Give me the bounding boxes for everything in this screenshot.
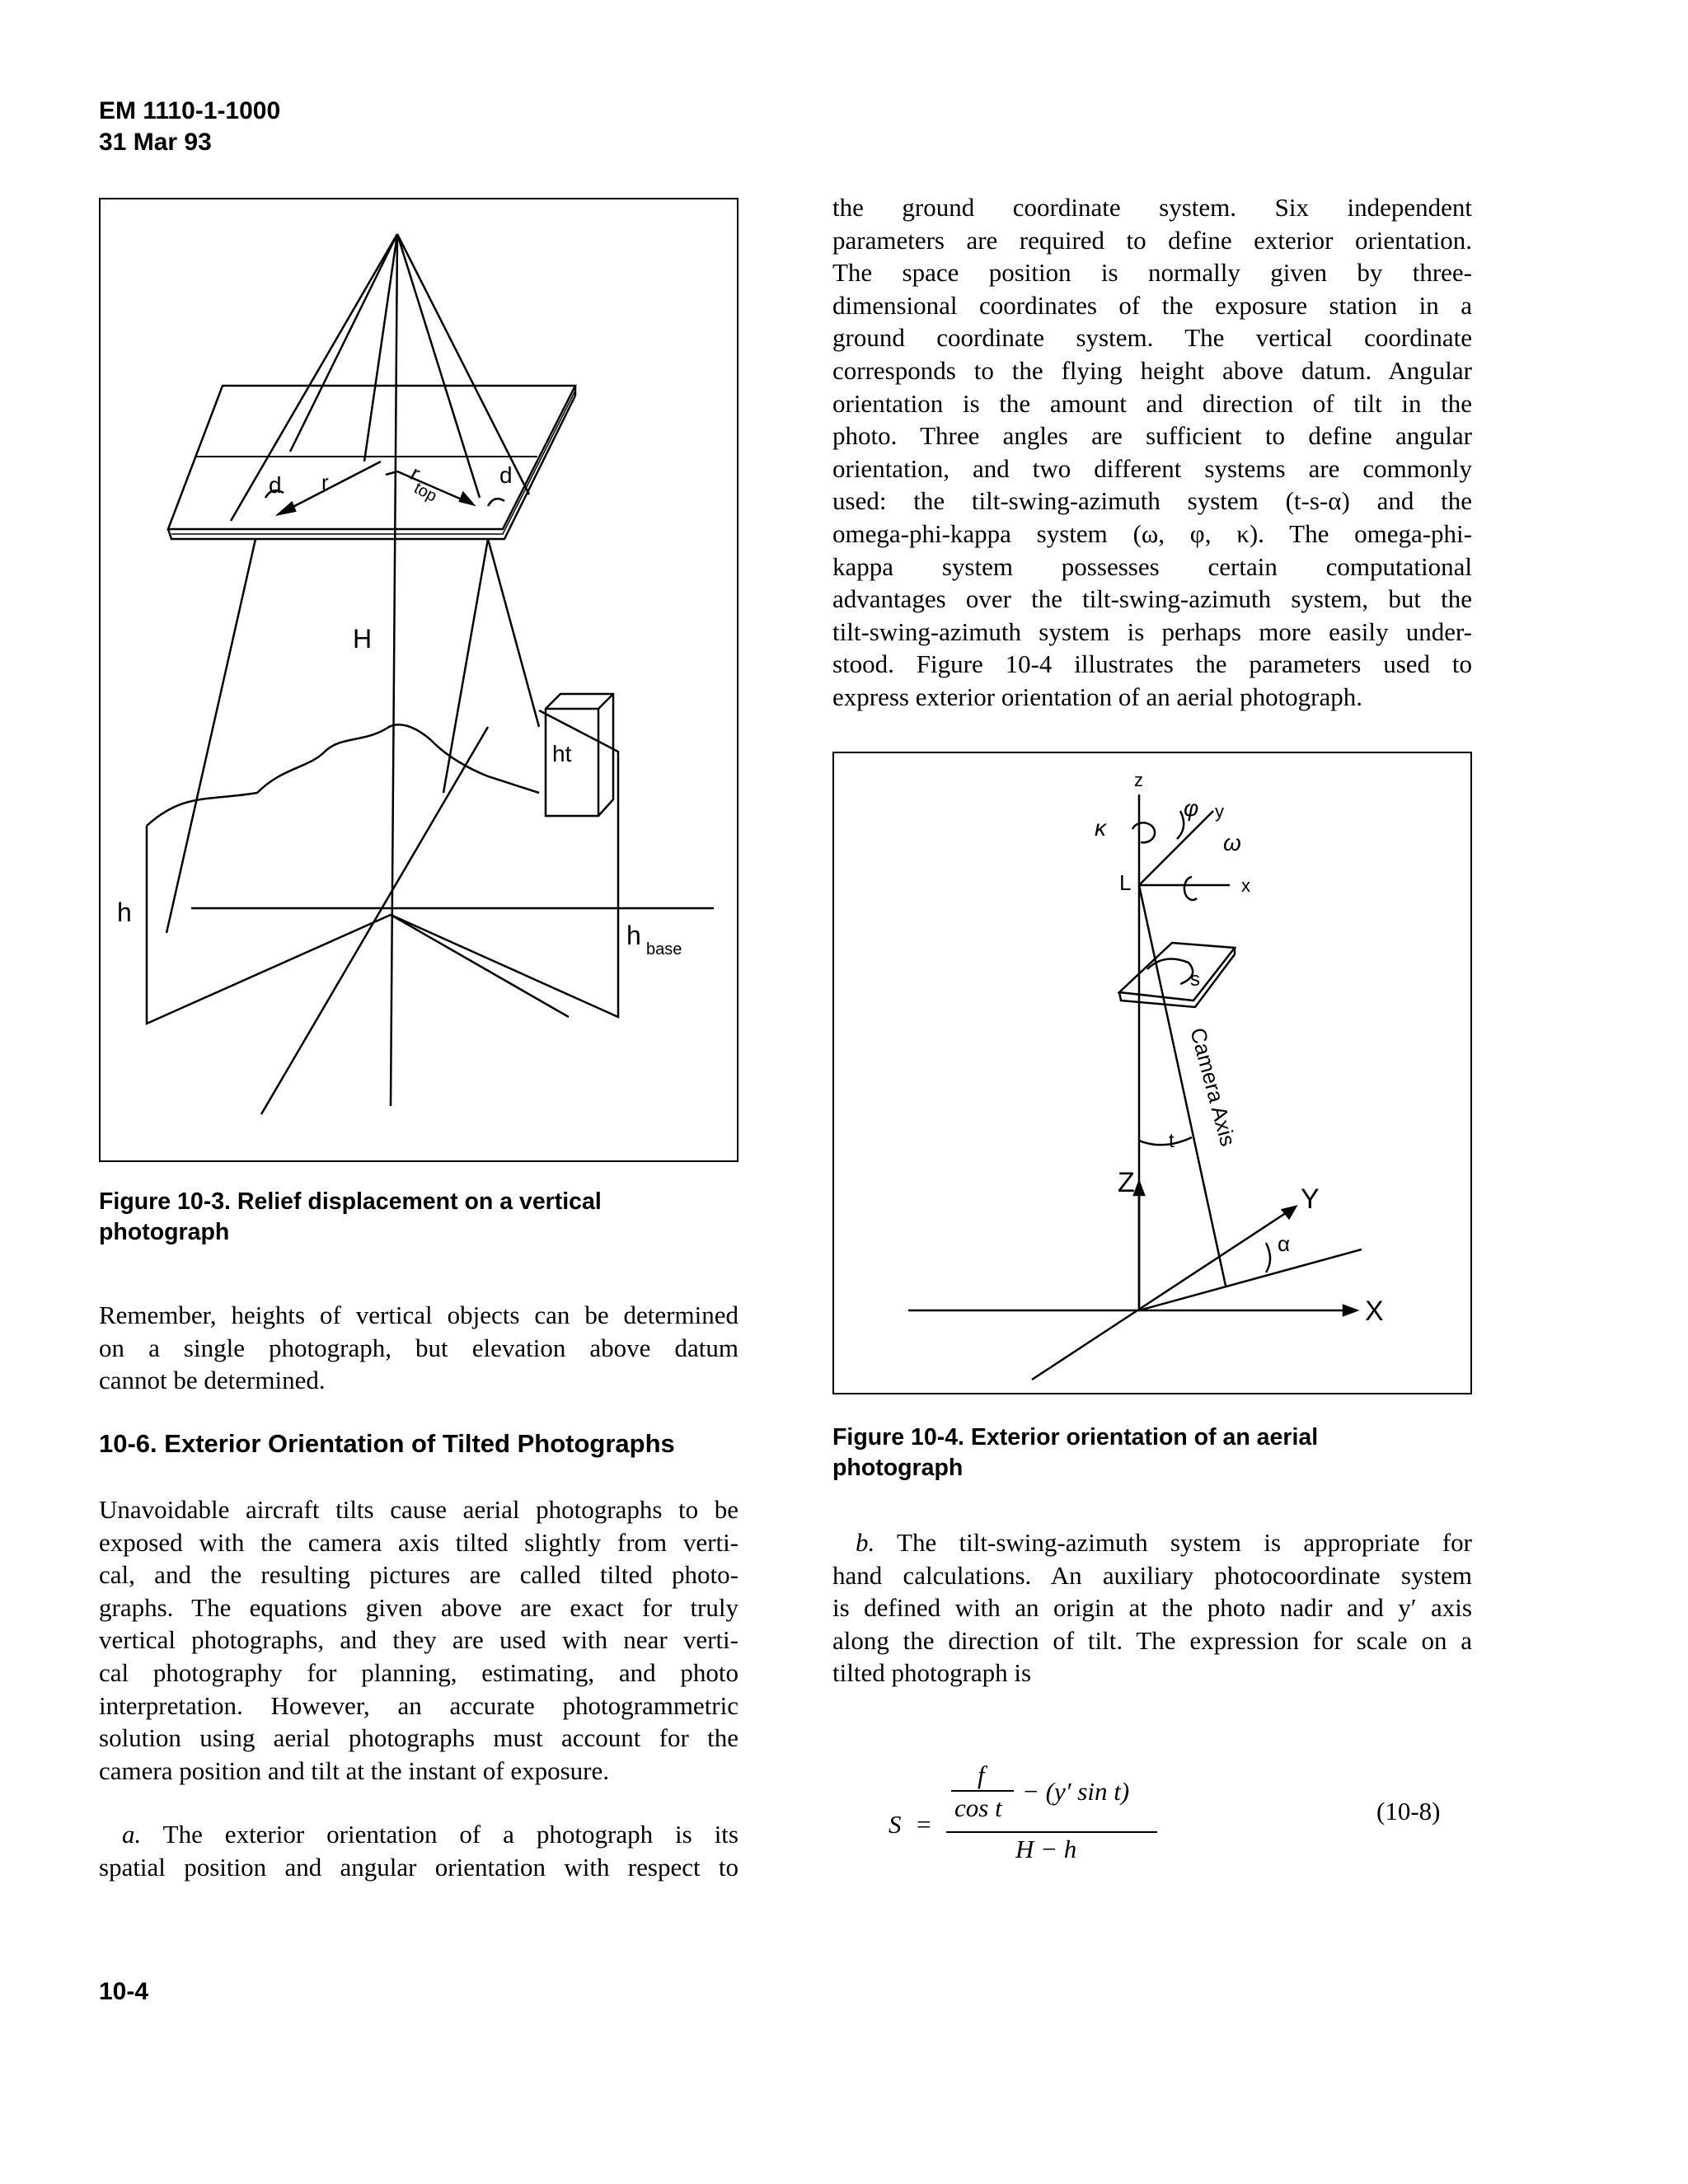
relief-displacement-diagram — [101, 199, 737, 1160]
document-header — [99, 96, 280, 158]
figure-10-4-caption: Figure 10-4. Exterior orientation of an aerial photograph — [832, 1424, 1319, 1481]
label-alpha: α — [1278, 1231, 1291, 1256]
equation-inner-fraction-bar — [951, 1790, 1014, 1792]
equation-cos-t: cos t — [954, 1793, 1002, 1822]
label-small-y: y — [1215, 801, 1224, 822]
equation-denominator: H − h — [1015, 1835, 1077, 1863]
paragraph-unavoidable: Unavoidable aircraft tilts cause aerial photographs to be exposed with the camera axis tilted slightly from verti- cal, and the resulting pictures are called tilted photo- graphs. The equations given above are exact for truly vertical photographs, and they are used with near verti- cal photography for planning, estimating, and photo interpretation. However, an accurate photogrammetric solution using aerial photographs must account for the camera position and tilt at the instant of exposure. — [99, 1495, 738, 1785]
label-camera-axis: Camera Axis — [1185, 1024, 1241, 1149]
label-big-Z: Z — [1118, 1167, 1135, 1198]
equation-S: S — [889, 1810, 902, 1839]
section-heading-10-6: 10-6. Exterior Orientation of Tilted Photographs — [99, 1429, 675, 1458]
figure-10-4 — [832, 752, 1472, 1394]
label-r-top: r — [406, 460, 424, 486]
equation-equals: = — [917, 1810, 931, 1839]
label-big-X: X — [1365, 1296, 1384, 1327]
equation-number: (10-8) — [1376, 1797, 1441, 1825]
label-d-left: d — [269, 472, 282, 498]
document-number: EM 1110-1-1000 — [99, 97, 281, 124]
label-r-top-subscript: top — [410, 479, 440, 506]
paragraph-a: a. The exterior orientation of a photograph is its spatial position and angular orientation with respect to — [99, 1820, 738, 1882]
page-number: 10-4 — [99, 1978, 149, 2005]
equation-main-fraction-bar — [946, 1831, 1157, 1833]
label-h: h — [117, 898, 132, 927]
label-ht: ht — [552, 741, 572, 766]
label-r: r — [321, 470, 329, 494]
label-H: H — [353, 624, 373, 654]
label-t: t — [1169, 1130, 1175, 1152]
label-h-base: h — [626, 921, 641, 950]
exterior-orientation-diagram — [834, 753, 1470, 1393]
label-phi: φ — [1184, 795, 1199, 821]
equation-minus-term: − (y′ sin t) — [1022, 1777, 1130, 1806]
equation-f: f — [978, 1760, 985, 1789]
paragraph-b-label: b. — [856, 1528, 875, 1557]
label-s: s — [1190, 968, 1200, 991]
label-h-base-subscript: base — [646, 940, 682, 958]
label-L: L — [1119, 870, 1132, 895]
label-small-x: x — [1241, 875, 1250, 896]
paragraph-b: b. The tilt-swing-azimuth system is appropriate for hand calculations. An auxiliary photocoordinate system is defined with an origin at the photo nadir and y′ axis along the direction of tilt. The expression for scale on a tilted photograph is — [832, 1528, 1472, 1688]
label-big-Y: Y — [1301, 1183, 1320, 1215]
figure-10-3 — [99, 198, 738, 1162]
label-d-right: d — [499, 462, 513, 488]
label-omega: ω — [1223, 830, 1241, 855]
paragraph-exterior-orientation: the ground coordinate system. Six independent parameters are required to define exterior orientation. The space position is normally given by three- dimensional coordinates of the exposure station in a ground coordinate system. The vertical coordinate corresponds to the flying height above datum. Angular orientation is the amount and direction of tilt in the photo. Three angles are sufficient to define angular orientation, and two different systems are commonly used: the tilt-swing-azimuth system (t-s-α) and the omega-phi-kappa system (ω, φ, κ). The omega-phi- kappa system possesses certain computational advantages over the tilt-swing-azimuth system, but the tilt-swing-azimuth system is perhaps more easily under- stood. Figure 10-4 illustrates the parameters used to express exterior orientation of an aerial photograph. — [832, 193, 1472, 711]
paragraph-remember: Remember, heights of vertical objects can be determined on a single photograph, but elevation above datum cannot be determined. — [99, 1301, 738, 1395]
label-kappa: κ — [1095, 815, 1106, 841]
label-small-z: z — [1134, 770, 1143, 790]
figure-10-3-caption: Figure 10-3. Relief displacement on a vertical photograph — [99, 1188, 602, 1245]
document-date: 31 Mar 93 — [99, 129, 212, 156]
paragraph-a-label: a. — [122, 1820, 142, 1849]
